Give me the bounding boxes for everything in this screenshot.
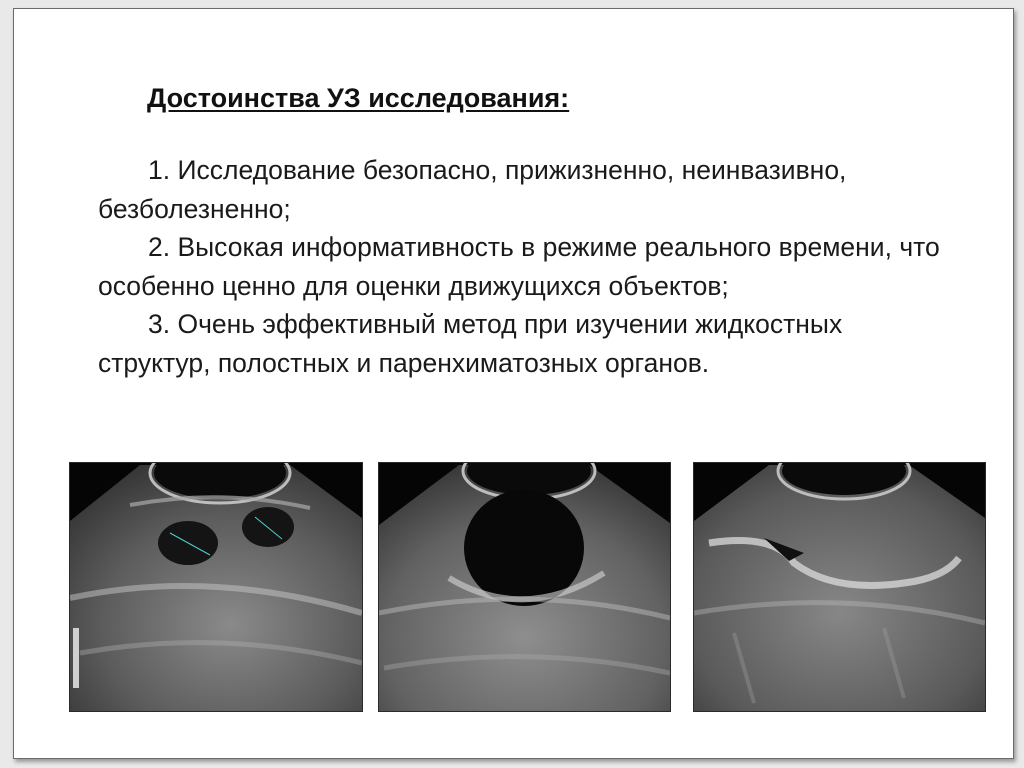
slide — [13, 8, 1014, 759]
ultrasound-image-3 — [693, 462, 986, 712]
ultrasound-image-2 — [378, 462, 671, 712]
point-2: 2. Высокая информативность в режиме реального времени, что особенно ценно для оценки движущихся объектов; — [98, 232, 940, 301]
point-1: 1. Исследование безопасно, прижизненно, неинвазивно, безболезненно; — [98, 155, 847, 224]
point-3: 3. Очень эффективный метод при изучении жидкостных структур, полостных и паренхиматозных органов. — [98, 309, 843, 378]
slide-title: Достоинства УЗ исследования: — [147, 83, 570, 113]
slide-body — [98, 151, 958, 382]
ultrasound-image-1 — [69, 462, 363, 712]
